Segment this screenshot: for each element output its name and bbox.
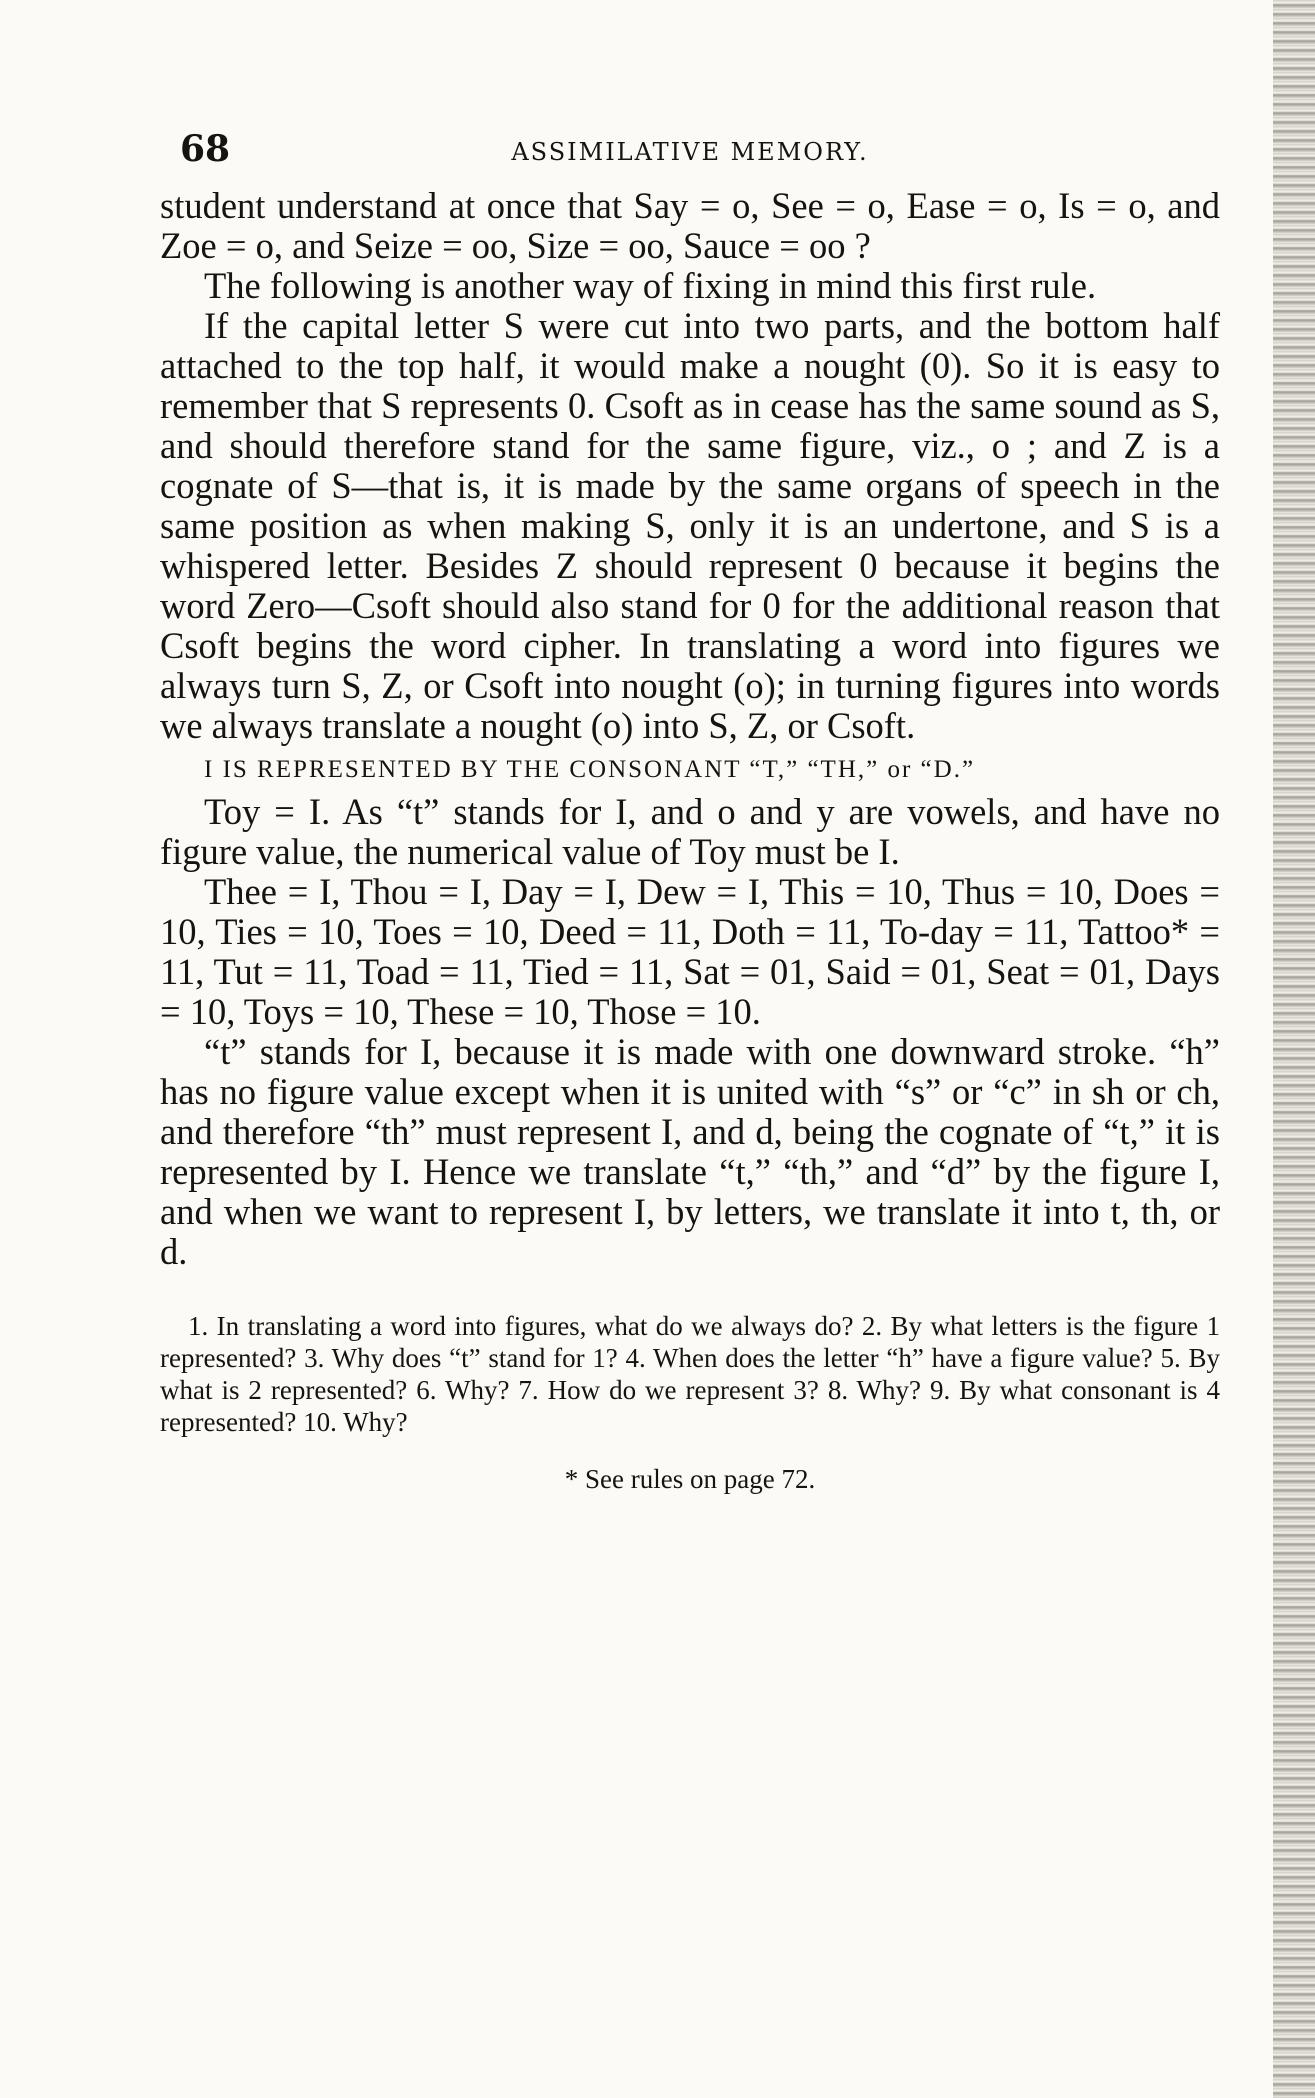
page-number: 68: [180, 128, 231, 170]
questions-text: 1. In translating a word into figures, what do we always do? 2. By what letters is the figure 1 represented? 3. Why does “t” stand for 1? 4. When does the letter “h” have a figure value? 5. By what is 2 represented? 6. Why? 7. How do we represent 3? 8. Why? 9. By what consonant is 4 represented? 10. Why?: [160, 1311, 1220, 1437]
paragraph: Toy = I. As “t” stands for I, and o and y are vowels, and have no figure value, the numerical value of Toy must be I.: [160, 791, 1220, 872]
running-head: ASSIMILATIVE MEMORY.: [511, 138, 869, 166]
body-text: [160, 186, 1220, 746]
page-header: [160, 120, 1220, 180]
body-text-2: [160, 792, 1220, 1272]
footnote: * See rules on page 72.: [564, 1464, 816, 1494]
paragraph: student understand at once that Say = o, See = o, Ease = o, Is = o, and Zoe = o, and Seize = oo, Size = oo, Sauce = oo ?: [160, 185, 1220, 266]
book-page: [160, 120, 1220, 1495]
page-edge: [1273, 0, 1315, 2098]
paragraph: “t” stands for I, because it is made with one downward stroke. “h” has no figure value except when it is united with “s” or “c” in sh or ch, and therefore “th” must represent I, and d, being the cognate of “t,” it is represented by I. Hence we translate “t,” “th,” and “d” by the figure I, and when we want to represent I, by letters, we translate it into t, th, or d.: [160, 1031, 1220, 1272]
paragraph: If the capital letter S were cut into two parts, and the bottom half attached to the top half, it would make a nought (0). So it is easy to remember that S represents 0. Csoft as in cease has the same sound as S, and should therefore stand for the same figure, viz., o ; and Z is a cognate of S—that is, it is made by the same organs of speech in the same position as when making S, only it is an undertone, and S is a whispered letter. Besides Z should represent 0 because it begins the word Zero—Csoft should also stand for 0 for the additional reason that Csoft begins the word cipher. In translating a word into figures we always turn S, Z, or Csoft into nought (o); in turning figures into words we always translate a nought (o) into S, Z, or Csoft.: [160, 305, 1220, 746]
paragraph: Thee = I, Thou = I, Day = I, Dew = I, This = 10, Thus = 10, Does = 10, Ties = 10, Toes = 10, Deed = 11, Doth = 11, To-day = 11, Tattoo* = 11, Tut = 11, Toad = 11, Tied = 11, Sat = 01, Said = 01, Seat = 01, Days = 10, Toys = 10, These = 10, Those = 10.: [160, 871, 1220, 1032]
review-questions: [160, 1310, 1220, 1438]
paragraph: The following is another way of fixing in mind this first rule.: [204, 265, 1097, 306]
rule-heading: I IS REPRESENTED BY THE CONSONANT “T,” “TH,” or “D.”: [204, 756, 976, 783]
